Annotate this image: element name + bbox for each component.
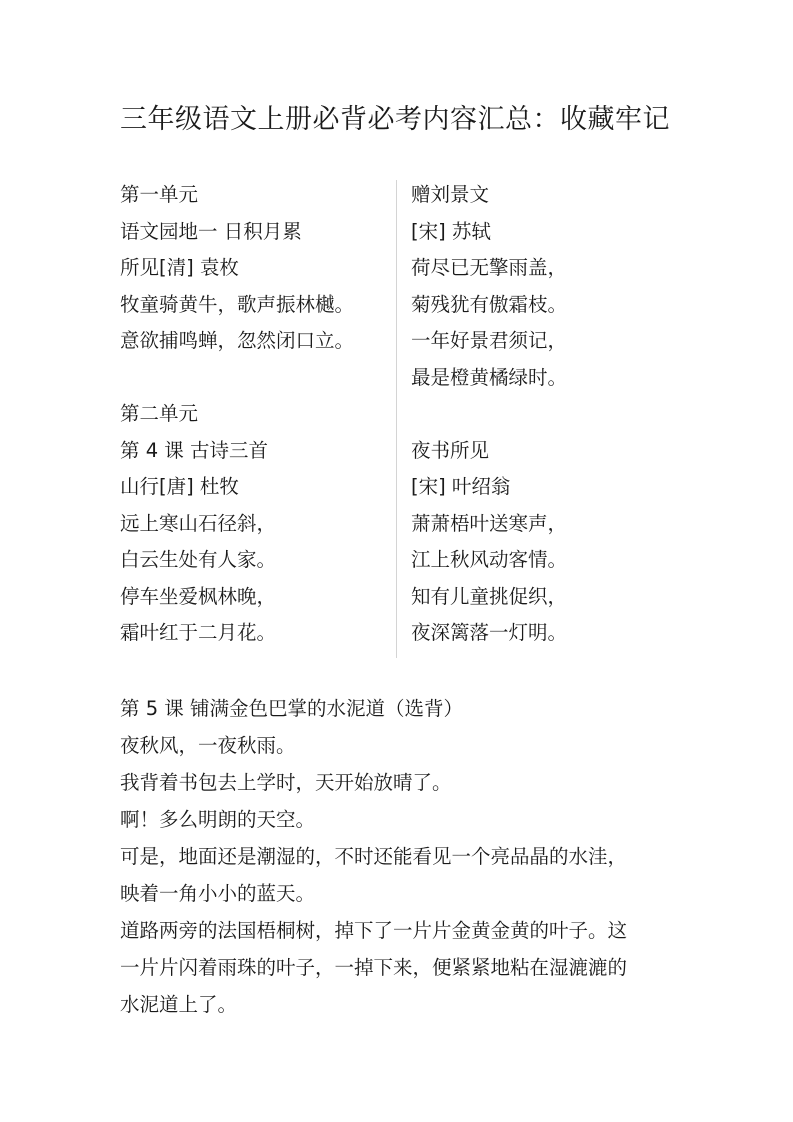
prose-line: 啊！多么明朗的天空。 — [120, 808, 316, 831]
block-spacer — [411, 396, 681, 433]
lesson-heading: 第 5 课 铺满金色巴掌的水泥道（选背） — [120, 697, 464, 720]
right-column — [411, 177, 681, 652]
poem-line: 意欲捕鸣蝉，忽然闭口立。 — [120, 329, 355, 352]
poem-line: 停车坐爱枫林晚， — [120, 584, 277, 608]
lesson-5-section — [120, 690, 680, 1023]
poem-line: 牧童骑黄牛，歌声振林樾。 — [120, 292, 355, 316]
poem-title-author: 所见[清] 袁枚 — [120, 256, 239, 279]
column-divider — [396, 180, 397, 658]
prose-line: 水泥道上了。 — [120, 993, 238, 1016]
poem-line: 菊残犹有傲霜枝。 — [411, 292, 568, 316]
poem-line: 远上寒山石径斜， — [120, 511, 277, 535]
prose-line: 夜秋风，一夜秋雨。 — [120, 734, 296, 757]
poem-author: [宋] 叶绍翁 — [411, 475, 511, 498]
poem-line: 最是橙黄橘绿时。 — [411, 365, 568, 389]
block-spacer — [120, 360, 390, 397]
unit-heading: 第二单元 — [120, 402, 199, 425]
poem-line: 一年好景君须记， — [411, 329, 568, 352]
poem-title-author: 山行[唐] 杜牧 — [120, 475, 239, 498]
prose-line: 一片片闪着雨珠的叶子，一掉下来，便紧紧地粘在湿漉漉的 — [120, 956, 628, 979]
lesson-heading: 第 4 课 古诗三首 — [120, 438, 269, 462]
poem-line: 知有儿童挑促织， — [411, 584, 568, 608]
page-title: 三年级语文上册必背必考内容汇总：收藏牢记 — [120, 104, 670, 135]
poem-line: 荷尽已无擎雨盖， — [411, 256, 568, 279]
poem-author: [宋] 苏轼 — [411, 219, 491, 243]
poem-line: 白云生处有人家。 — [120, 548, 277, 571]
poem-line: 江上秋风动客情。 — [411, 548, 568, 571]
prose-line: 可是，地面还是潮湿的，不时还能看见一个亮品晶的水洼， — [120, 845, 628, 868]
prose-line: 映着一角小小的蓝天。 — [120, 882, 316, 905]
poem-title: 夜书所见 — [411, 438, 490, 462]
prose-line: 我背着书包去上学时，天开始放晴了。 — [120, 771, 452, 794]
left-column — [120, 177, 390, 652]
prose-line: 道路两旁的法国梧桐树，掉下了一片片金黄金黄的叶子。这 — [120, 919, 628, 942]
section-heading: 语文园地一 日积月累 — [120, 219, 302, 243]
poem-title: 赠刘景文 — [411, 183, 490, 206]
poem-line: 夜深篱落一灯明。 — [411, 621, 568, 644]
poem-line: 萧萧梧叶送寒声， — [411, 511, 568, 535]
unit-heading: 第一单元 — [120, 183, 199, 206]
poem-line: 霜叶红于二月花。 — [120, 621, 277, 644]
